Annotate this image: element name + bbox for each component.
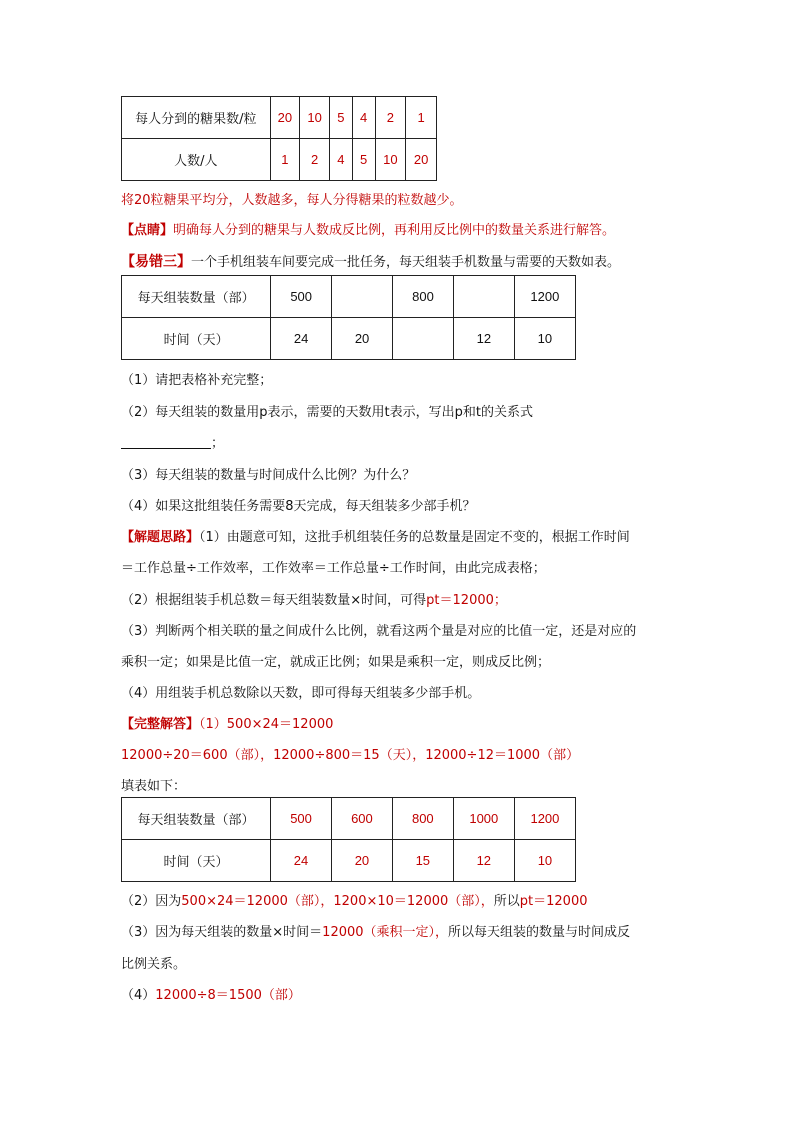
fill-table-label: 填表如下： [121, 779, 187, 794]
table-cell: 20 [332, 318, 393, 360]
tip-text: 明确每人分到的糖果与人数成反比例，再利用反比例中的数量关系进行解答。 [173, 223, 616, 238]
table-cell: 15 [392, 840, 453, 882]
table-cell: 1 [406, 97, 437, 139]
tip-label: 【点睛】 [121, 223, 174, 238]
answer-text: 500×24＝12000（部），1200×10＝12000（部）， [181, 894, 494, 909]
problem-text: 一个手机组装车间要完成一批任务，每天组装手机数量与需要的天数如表。 [191, 255, 621, 270]
question-2: （2）每天组装的数量用p表示，需要的天数用t表示，写出p和t的关系式 [121, 405, 533, 420]
answer-line-5: 比例关系。 [121, 957, 187, 972]
thinking-line-3 [121, 589, 507, 608]
row-header: 时间（天） [122, 840, 271, 882]
table-cell: 4 [330, 139, 353, 181]
row-header: 每天组装数量（部） [122, 798, 271, 840]
thinking-line-4: （3）判断两个相关联的量之间成什么比例，就看这两个量是对应的比值一定，还是对应的 [121, 624, 637, 639]
thinking-line-6: （4）用组装手机总数除以天数，即可得每天组装多少部手机。 [121, 686, 481, 701]
table-cell: 2 [300, 139, 330, 181]
answer-text: 12000÷8＝1500（部） [155, 988, 301, 1003]
tip-line [121, 219, 615, 238]
formula: pt＝12000 [519, 894, 588, 909]
table-cell: 20 [331, 840, 392, 882]
table-cell: 12 [453, 318, 514, 360]
answer-line-1 [121, 713, 333, 732]
thinking-line-5: 乘积一定；如果是比值一定，就成正比例；如果是乘积一定，则成反比例； [121, 655, 551, 670]
table-row [122, 276, 576, 318]
table-cell: 12 [453, 840, 514, 882]
table-cell: 800 [392, 798, 453, 840]
table-cell: 20 [270, 97, 300, 139]
blank-tail: ； [211, 436, 225, 451]
answer-table [121, 797, 576, 882]
table-cell [392, 318, 453, 360]
table-cell: 1000 [453, 798, 514, 840]
table-cell: 10 [300, 97, 330, 139]
table-cell: 600 [331, 798, 392, 840]
table-cell: 10 [514, 318, 575, 360]
table-row [122, 798, 576, 840]
table-cell: 24 [271, 318, 332, 360]
thinking-label: 【解题思路】 [121, 530, 200, 545]
table-row [122, 97, 437, 139]
answer-blank[interactable] [121, 436, 211, 449]
answer-line-2: 12000÷20＝600（部），12000÷800＝15（天），12000÷12＝1000（部） [121, 748, 580, 763]
question-1: （1）请把表格补充完整； [121, 373, 273, 388]
table-cell: 500 [271, 798, 332, 840]
row-header: 每天组装数量（部） [122, 276, 271, 318]
problem-line [121, 251, 620, 271]
table-cell: 10 [375, 139, 406, 181]
row-header: 人数/人 [122, 139, 271, 181]
candy-table [121, 96, 437, 181]
table-cell: 5 [352, 139, 375, 181]
thinking-line-1 [121, 526, 630, 545]
row-header: 时间（天） [122, 318, 271, 360]
table-cell: 24 [271, 840, 332, 882]
row-header: 每人分到的糖果数/粒 [122, 97, 271, 139]
table-cell: 1200 [514, 276, 575, 318]
answer-text: 所以 [493, 894, 520, 909]
answer-text: 所以每天组装的数量与时间成反 [448, 925, 631, 940]
table-cell: 800 [392, 276, 453, 318]
answer-line-4 [121, 921, 630, 940]
table-cell: 4 [352, 97, 375, 139]
answer-line-3 [121, 890, 588, 909]
problem-label: 【易错三】 [121, 254, 191, 270]
answer-text: 12000（乘积一定）， [322, 925, 449, 940]
answer-text: （4） [121, 988, 156, 1003]
assembly-table [121, 275, 576, 360]
answer-line-6 [121, 984, 301, 1003]
table-cell: 10 [514, 840, 575, 882]
table-row [122, 139, 437, 181]
table-cell: 5 [330, 97, 353, 139]
table-cell: 20 [406, 139, 437, 181]
table-cell: 1 [270, 139, 300, 181]
table-row [122, 840, 576, 882]
table-cell [453, 276, 514, 318]
table-cell [332, 276, 393, 318]
table-cell: 1200 [514, 798, 575, 840]
answer-text: （1）500×24＝12000 [199, 717, 334, 732]
thinking-line-2: ＝工作总量÷工作效率，工作效率＝工作总量÷工作时间，由此完成表格； [121, 561, 546, 576]
thinking-text: （2）根据组装手机总数＝每天组装数量×时间，可得 [121, 593, 427, 608]
table-cell: 500 [271, 276, 332, 318]
question-4: （4）如果这批组装任务需要8天完成，每天组装多少部手机？ [121, 499, 476, 514]
question-2-blank-line [121, 432, 224, 451]
table-row [122, 318, 576, 360]
answer-text: （2）因为 [121, 894, 182, 909]
question-3: （3）每天组装的数量与时间成什么比例？为什么？ [121, 468, 416, 483]
conclusion-line: 将20粒糖果平均分，人数越多，每人分得糖果的粒数越少。 [121, 193, 463, 208]
table-cell: 2 [375, 97, 406, 139]
thinking-text: （1）由题意可知，这批手机组装任务的总数量是固定不变的，根据工作时间 [199, 530, 630, 545]
answer-label: 【完整解答】 [121, 717, 200, 732]
answer-text: （3）因为每天组装的数量×时间＝ [121, 925, 323, 940]
formula: pt＝12000； [426, 593, 507, 608]
